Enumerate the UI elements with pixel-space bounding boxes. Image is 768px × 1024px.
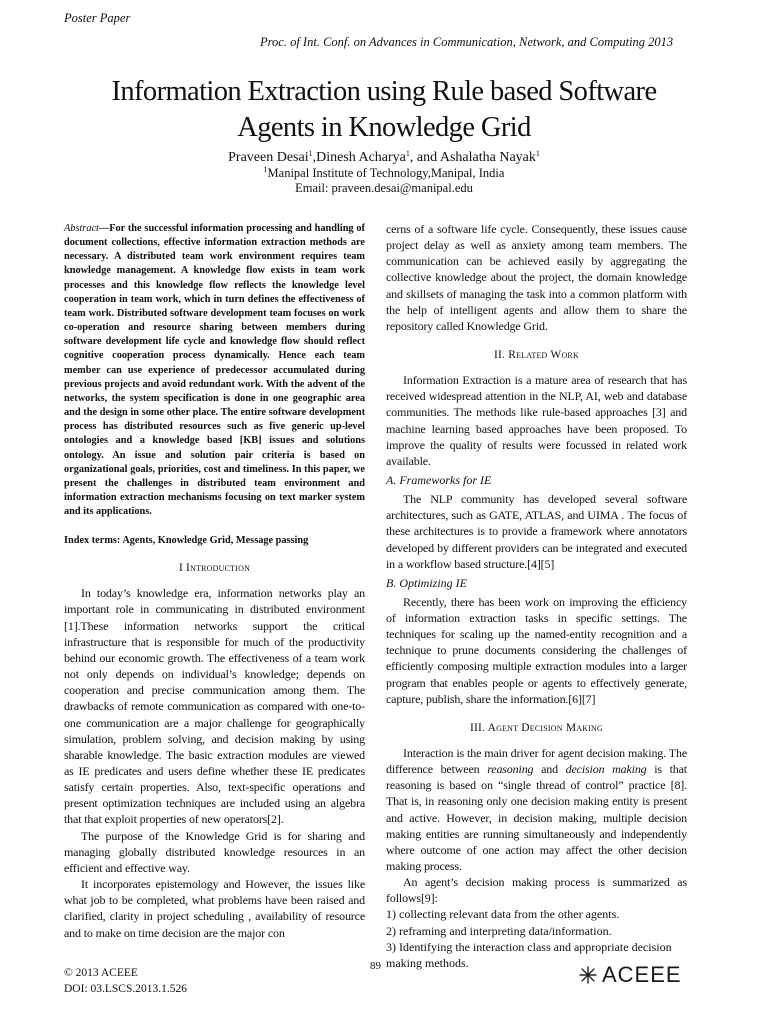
title-line-1: Information Extraction using Rule based Software (111, 76, 657, 107)
frameworks-paragraph: The NLP community has developed several software architectures, such as GATE, ATLAS, and UIMA . The focus of these architectures is to provide a framework where annotators developed by different providers can be integrated and executed in a workflow based structure.[4][5] (386, 492, 687, 571)
author-1: Praveen Desai (228, 150, 309, 165)
abstract (64, 222, 365, 519)
agent-p1-end: is that reasoning is based on “single thread of control” practice [8]. That is, in reasoning only one decision making entity is present and active. However, in decision making, multiple decision making entities are running simultaneously and independently where outcome of one action may affect the other decision making process. (386, 762, 687, 873)
author-3: , and Ashalatha Nayak (409, 150, 536, 165)
right-column (386, 221, 687, 971)
subsection-heading-frameworks: A. Frameworks for IE (386, 473, 492, 488)
agent-p1-and: and (533, 762, 566, 777)
copyright: © 2013 ACEEE (64, 967, 138, 979)
agent-paragraph-2: An agent’s decision making process is summarized as follows[9]: (386, 875, 687, 906)
subsection-heading-optimizing: B. Optimizing IE (386, 575, 467, 590)
agent-p1-decision-making: decision making (565, 762, 647, 777)
related-work-paragraph: Information Extraction is a mature area of research that has received widespread attention in the NLP, AI, web and database communities. The methods like rule-based approaches [3] and machine learning based approaches have been proposed. To improve the quality of results were focussed in related work available. (386, 373, 687, 468)
intro-paragraph-3: It incorporates epistemology and However, the issues like what job to be completed, what problems have been raised and clarified, clarity in project scheduling , availability of resource and to make on time decision are the major con (64, 877, 365, 940)
list-item: 3) Identifying the interaction class and appropriate decision making methods. (386, 939, 672, 970)
abstract-body: —For the successful information processing and handling of document collections, effective information extraction methods are necessary. A distributed team work environment requires team knowledge management. A knowledge flow exists in team work processes and this knowledge flow reflects the knowledge level cooperation in team work, which in turn defines the effectiveness of team work. Distributed software development team focuses on work co-operation and resource sharing between members during software development life cycle and knowledge flow should reflect cognitive cooperation process dynamically. Hence each team member can use experience of predecessor accumulated during previous projects and avoid redundant work. With the advent of the networks, the system specification is done in one geographic area and the design in some other place. The entire software development process has distributed resources such as five generic up-level ontologies and a knowledge based [KB] issues and solutions ontology. An issue and solution pair criteria is based on organizational goals, priorities, cost and timeliness. In this paper, we present the challenges in distributed team environment and information extraction mechanisms focusing on text marker system and its applications. (64, 223, 365, 518)
affiliation (40, 165, 728, 181)
poster-label: Poster Paper (64, 11, 131, 25)
aceee-logo (578, 962, 682, 988)
intro-paragraph-2: The purpose of the Knowledge Grid is for sharing and managing globally distributed knowledge resources in an efficient and effective way. (64, 828, 365, 875)
proceedings-header: Proc. of Int. Conf. on Advances in Communication, Network, and Computing 2013 (260, 35, 674, 49)
footer-left (64, 965, 187, 997)
intro-paragraph-1: In today’s knowledge era, information networks play an important role in communicating in distributed environment [1].These information networks support the critical infrastructure that is responsible for much of the productivity behind our economic growth. The effectiveness of a team work not only depends on individual’s knowledge; depends on cooperation and precise communication among them. The drawbacks of remote communication as compared with one-to-one communication are a major challenge for geographically simulation, problem solving, and decision making by using sharable knowledge. The basic extraction modules are viewed as IE predicates and users define whether these IE predicates satisfy certain properties. Also, text-specific operations and present optimization techniques are included using an algebra that that exploit properties of new operators[2]. (64, 586, 365, 827)
optimizing-paragraph: Recently, there has been work on improving the efficiency of information extraction tasks in specific settings. The techniques for scaling up the named-entity recognition and a technique to prune documents considering the challenges of efficiently composing multiple extraction modules into a larger program that enables people or agents to effectively generate, capture, publish, share the information.[6][7] (386, 594, 687, 706)
author-1-sup: 1 (308, 149, 313, 158)
intro-continuation: cerns of a software life cycle. Consequently, these issues cause project delay as well as anxiety among team members. The communication can be achieved easily by aggregating the collective knowledge about the project, the domain knowledge and skillsets of managing the task into a common platform with the help of intelligent agents and allow them to share the repository called Knowledge Grid. (386, 222, 687, 333)
author-2: ,Dinesh Acharya (312, 150, 406, 165)
aceee-star-icon (578, 965, 598, 985)
page-number: 89 (370, 960, 381, 972)
section-heading-agent-decision-making: III. Agent Decision Making (469, 721, 604, 734)
section-heading-introduction: I Introduction (178, 562, 251, 575)
affiliation-sup: 1 (263, 165, 268, 174)
agent-p1-reasoning: reasoning (487, 762, 534, 777)
author-2-sup: 1 (405, 149, 410, 158)
abstract-lead: Abstract (64, 223, 99, 234)
title-line-2: Agents in Knowledge Grid (237, 112, 531, 143)
section-heading-related-work: II. Related Work (494, 349, 579, 362)
author-list (40, 149, 728, 166)
author-3-sup: 1 (535, 149, 540, 158)
affiliation-text: Manipal Institute of Technology,Manipal, India (267, 166, 505, 180)
index-terms: Index terms: Agents, Knowledge Grid, Message passing (64, 535, 309, 547)
agent-paragraph-1 (386, 745, 687, 874)
doi: DOI: 03.LSCS.2013.1.526 (64, 983, 187, 995)
list-item: 1) collecting relevant data from the other agents. (386, 907, 620, 922)
logo-text: ACEEE (602, 962, 682, 987)
agent-p1-start: Interaction is the main driver for agent decision making. The difference between (386, 745, 687, 777)
paper-title (40, 74, 728, 146)
author-email: Email: praveen.desai@manipal.edu (295, 181, 473, 195)
left-column (64, 222, 365, 941)
list-item: 2) reframing and interpreting data/information. (386, 923, 612, 938)
